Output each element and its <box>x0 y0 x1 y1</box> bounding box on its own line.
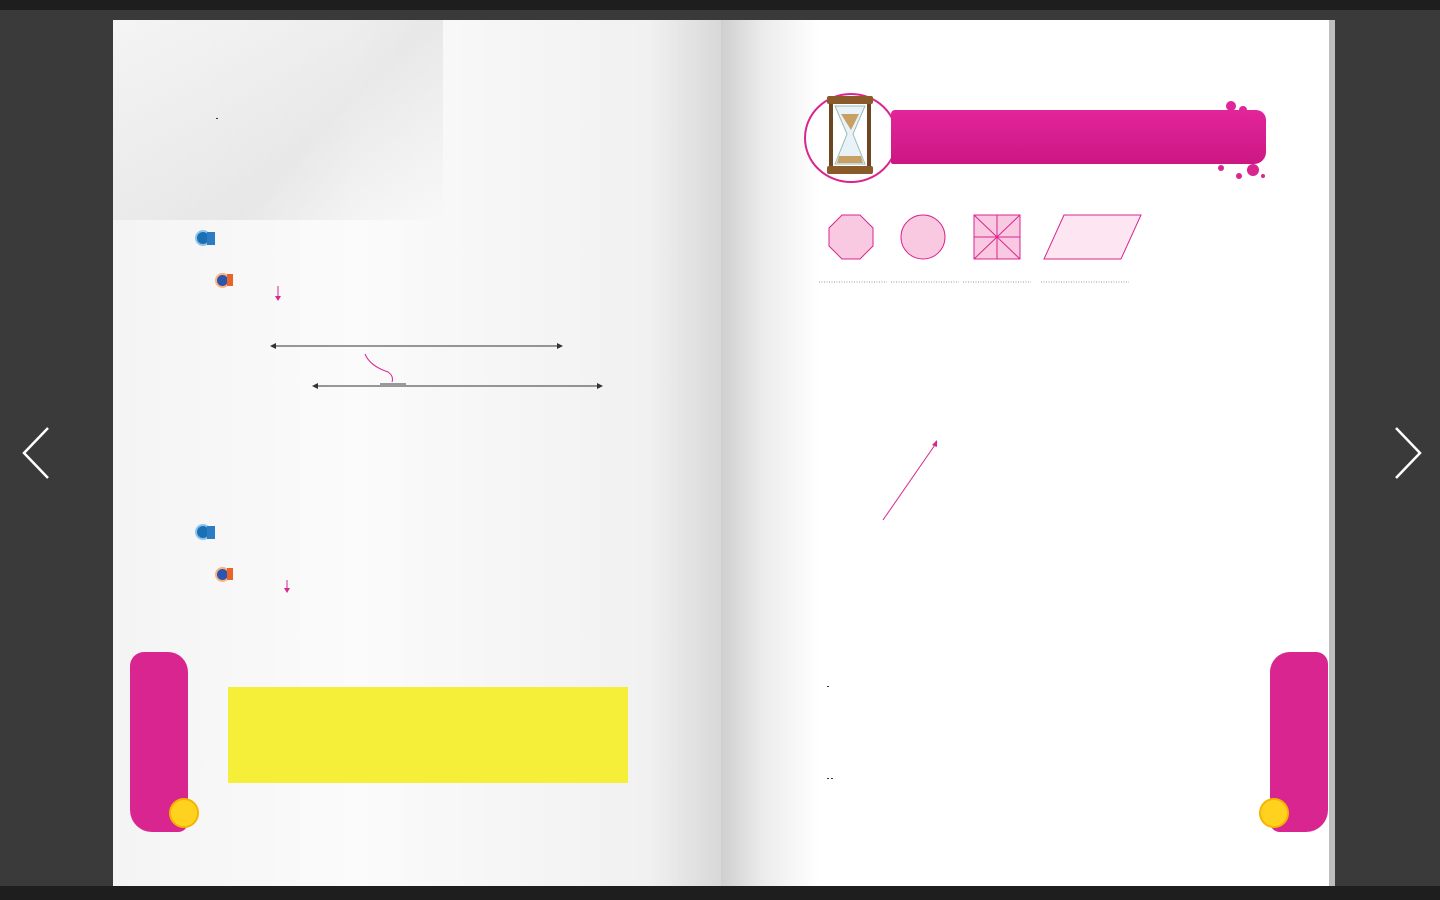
question-1 <box>803 190 809 200</box>
info-note-box <box>228 687 628 783</box>
book-page-left <box>113 20 721 886</box>
fraction <box>216 118 218 119</box>
chevron-right-icon[interactable] <box>1386 420 1426 486</box>
down-arrow-icon <box>273 286 287 302</box>
parallelogram-shape <box>1044 215 1141 259</box>
page-number <box>1259 798 1289 828</box>
example-badge <box>195 525 215 539</box>
page-number <box>169 798 199 828</box>
answer-lines <box>819 280 1149 284</box>
ordering-item-b <box>820 681 830 691</box>
chapter-side-label <box>1289 568 1303 648</box>
ordering-item-a <box>820 651 826 661</box>
ordering-item-c <box>820 713 826 723</box>
book-page-right <box>721 20 1335 886</box>
number-line-model <box>270 336 610 400</box>
intro-line-1 <box>215 110 675 126</box>
viewer-top-bar <box>0 0 1440 10</box>
solution-badge <box>215 273 233 287</box>
ordering-item-d <box>820 773 834 783</box>
splash-decoration <box>1191 98 1271 182</box>
ordering-item-cc <box>820 744 826 754</box>
octagon-shape <box>829 215 873 259</box>
example-badge <box>195 231 215 245</box>
previous-page-button[interactable] <box>18 420 58 486</box>
square-shape <box>974 215 1020 259</box>
hourglass-icon <box>801 90 897 190</box>
fraction-shapes <box>819 210 1149 290</box>
circle-shape <box>901 215 945 259</box>
question-2 <box>803 337 809 347</box>
matching-line <box>881 438 941 522</box>
viewer-bottom-bar <box>0 886 1440 900</box>
solution-badge <box>215 567 233 581</box>
down-arrow-icon <box>282 580 296 596</box>
question-3 <box>803 617 809 627</box>
chevron-left-icon[interactable] <box>18 420 58 486</box>
next-page-button[interactable] <box>1386 420 1426 486</box>
chapter-side-label <box>155 568 169 648</box>
